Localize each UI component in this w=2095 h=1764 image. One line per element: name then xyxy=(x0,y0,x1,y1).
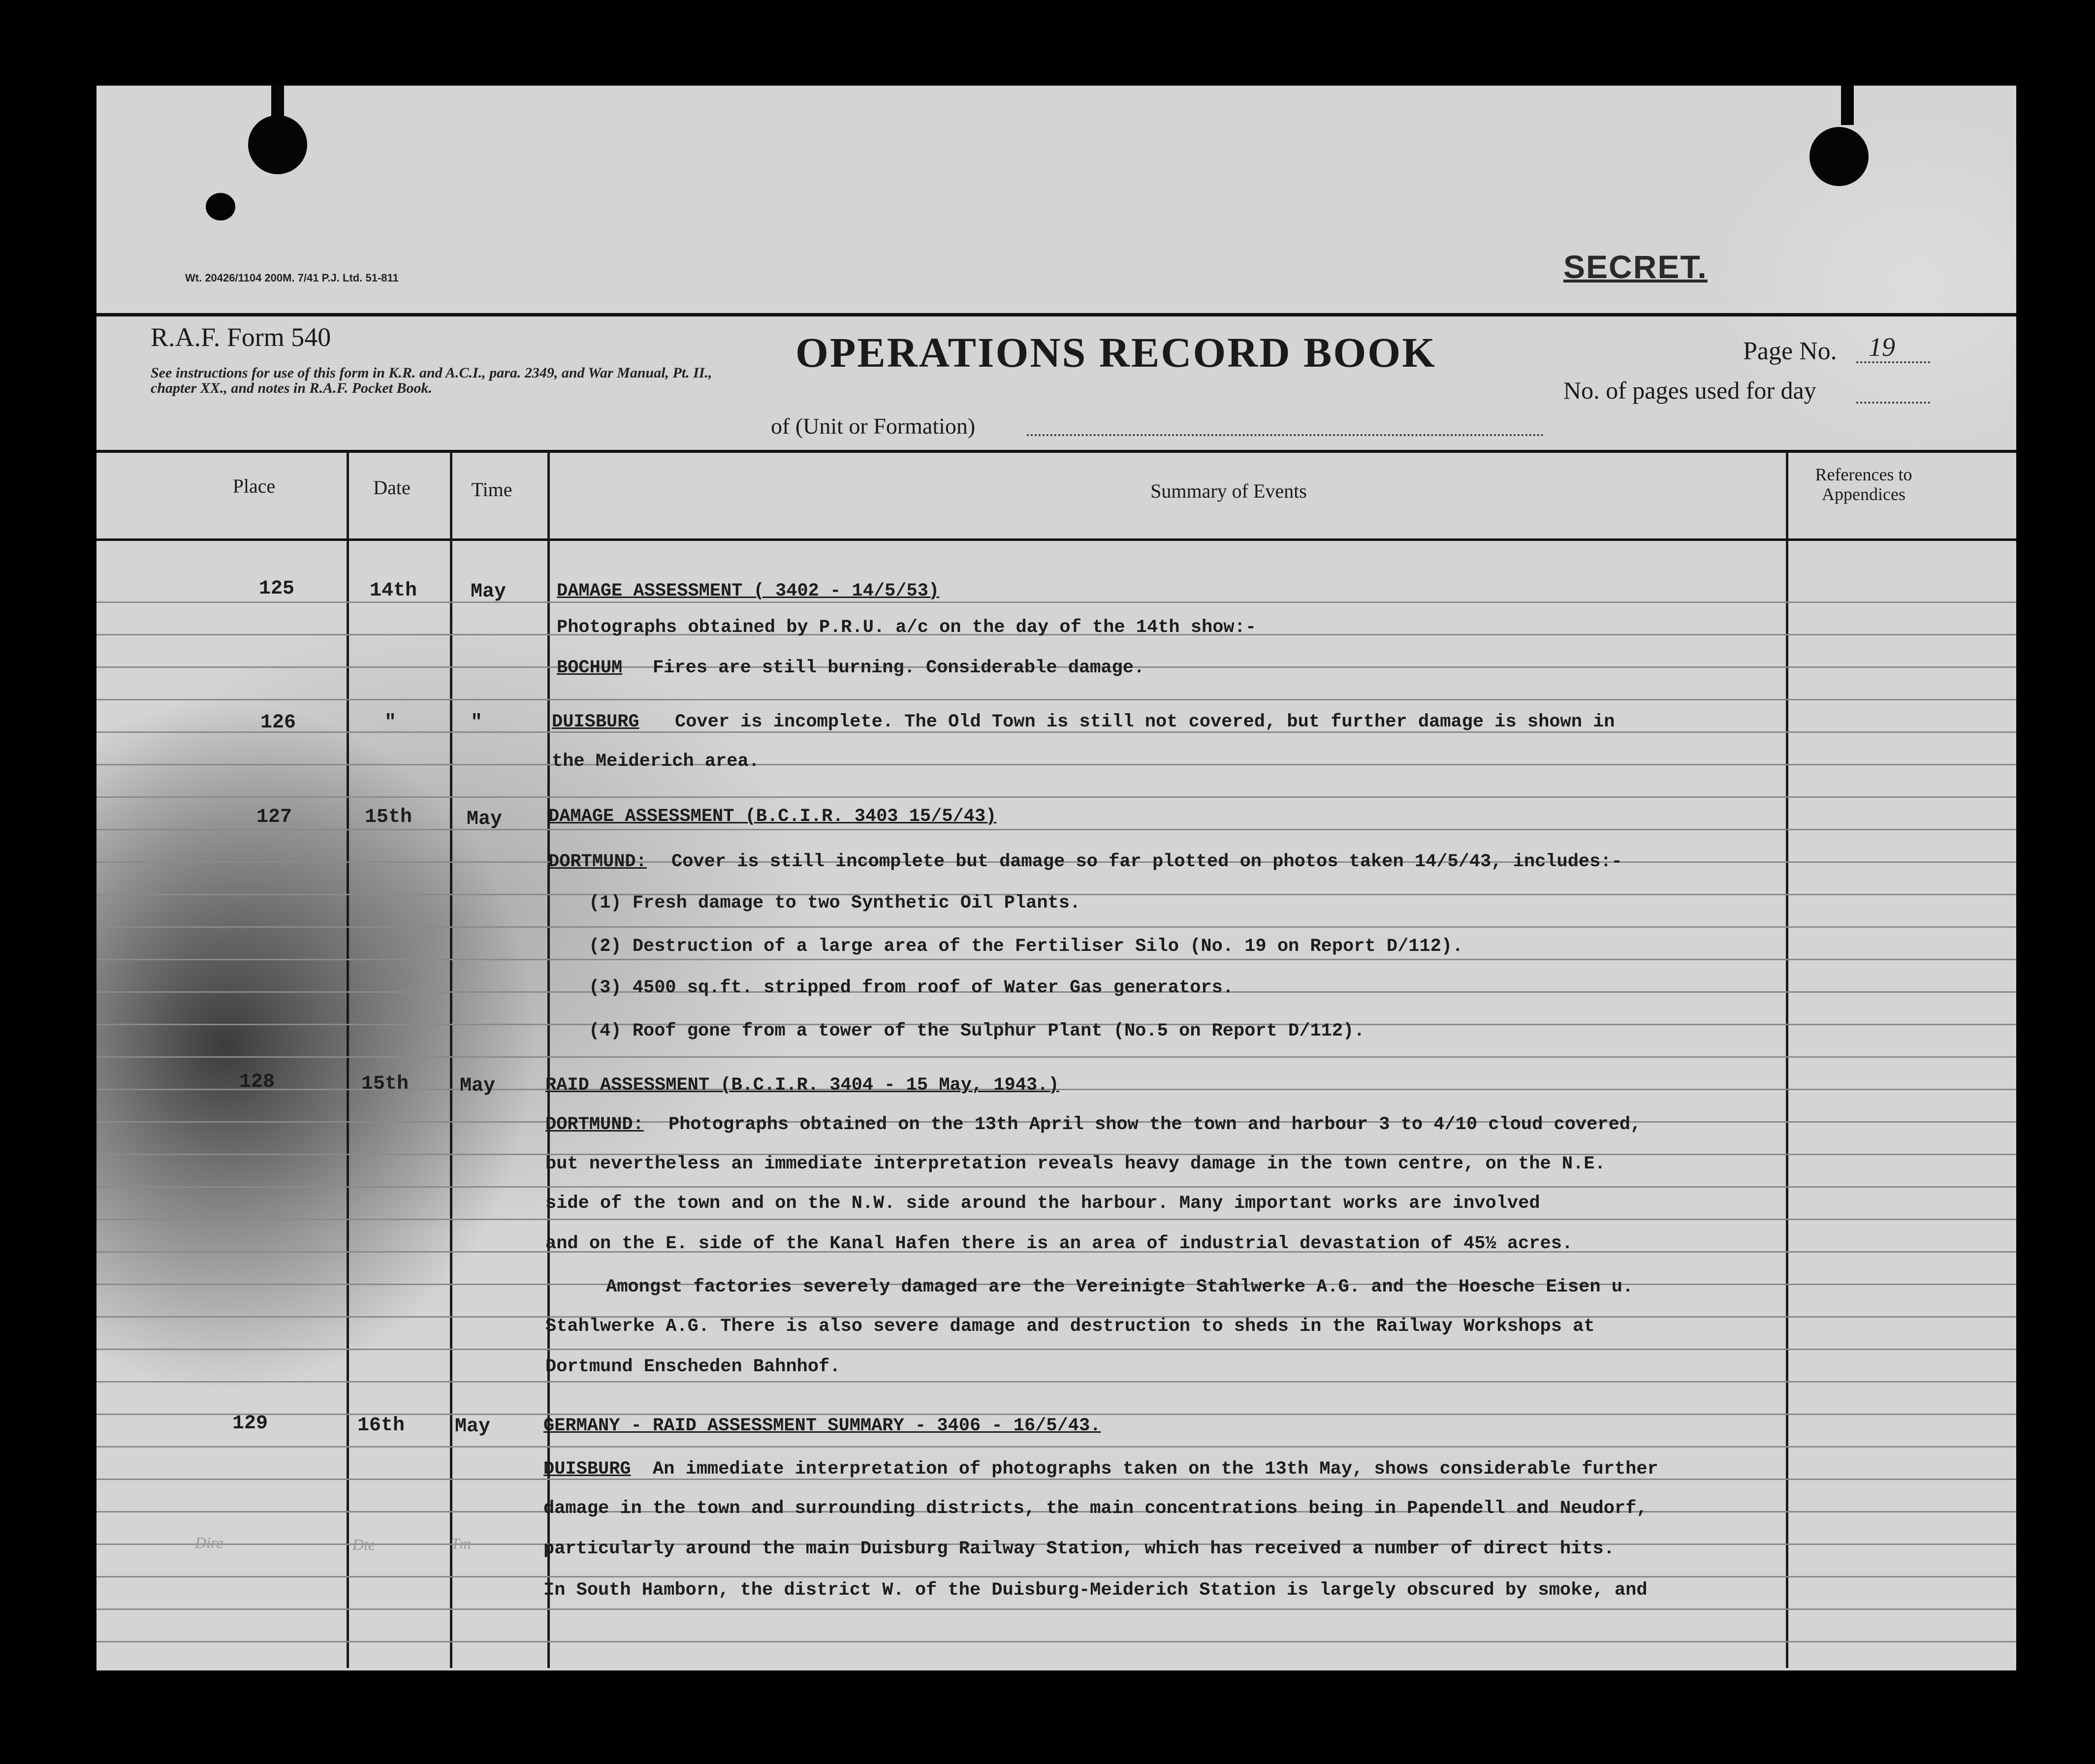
punch-hole-left xyxy=(248,115,307,174)
entry-place: 125 xyxy=(259,578,295,600)
entry-date: " xyxy=(384,712,397,734)
table-rule-header xyxy=(96,538,2016,541)
summary-line: the Meiderich area. xyxy=(552,751,760,772)
ruled-line xyxy=(96,959,2016,960)
page-number-dots xyxy=(1856,361,1930,363)
ruled-line xyxy=(96,699,2016,700)
summary-line: An immediate interpretation of photographs taken on the 13th May, shows considerable further xyxy=(653,1459,1658,1480)
ruled-line xyxy=(96,764,2016,765)
entry-place: 126 xyxy=(260,712,296,734)
summary-line: Fires are still burning. Considerable damage. xyxy=(653,658,1145,678)
summary-line: (2) Destruction of a large area of the Fertiliser Silo (No. 19 on Report D/112). xyxy=(589,936,1463,957)
unit-field-dots xyxy=(1027,434,1544,436)
summary-line: (1) Fresh damage to two Synthetic Oil Plants. xyxy=(589,893,1081,914)
summary-line: side of the town and on the N.W. side around the harbour. Many important works are involved xyxy=(545,1193,1540,1214)
ruled-line xyxy=(96,1186,2016,1188)
punch-hole-small xyxy=(206,193,235,220)
ruled-line xyxy=(96,1219,2016,1220)
pages-used-label: No. of pages used for day xyxy=(1563,377,1816,404)
ruled-line xyxy=(96,1608,2016,1610)
entry-time: May xyxy=(455,1416,491,1438)
summary-line: particularly around the main Duisburg Railway Station, which has received a number of direct hits. xyxy=(543,1539,1615,1559)
page-number-value: 19 xyxy=(1869,332,1895,362)
ruled-line xyxy=(96,1056,2016,1058)
ruled-line xyxy=(96,796,2016,798)
summary-line: but nevertheless an immediate interpretation reveals heavy damage in the town centre, on the N.E. xyxy=(545,1154,1606,1174)
entry-place: 128 xyxy=(239,1071,275,1093)
ruled-line xyxy=(96,1641,2016,1642)
summary-line: Amongst factories severely damaged are the Vereinigte Stahlwerke A.G. and the Hoesche Eisen u. xyxy=(606,1277,1634,1297)
faint-bleed-mark: Dire xyxy=(195,1534,223,1551)
place-label: DORTMUND: xyxy=(545,1114,644,1135)
place-label: DUISBURG xyxy=(552,712,639,732)
ruled-line xyxy=(96,1349,2016,1350)
summary-line: Dortmund Enscheden Bahnhof. xyxy=(545,1356,841,1377)
column-header-summary: Summary of Events xyxy=(1150,480,1307,502)
faint-bleed-mark: Tm xyxy=(451,1535,471,1552)
column-header-date: Date xyxy=(373,476,411,499)
unit-label: of (Unit or Formation) xyxy=(771,413,976,439)
place-label: BOCHUM xyxy=(557,658,623,678)
summary-line: Cover is incomplete. The Old Town is still not covered, but further damage is shown in xyxy=(675,712,1615,732)
summary-line: (3) 4500 sq.ft. stripped from roof of Water Gas generators. xyxy=(589,977,1234,998)
faint-bleed-mark: Dte xyxy=(352,1536,376,1553)
column-header-time: Time xyxy=(471,478,512,501)
summary-line: and on the E. side of the Kanal Hafen there is an area of industrial devastation of 45½ acres. xyxy=(545,1233,1573,1254)
ruled-line xyxy=(96,1381,2016,1383)
entry-time: May xyxy=(471,581,507,603)
punch-hole-right xyxy=(1809,127,1869,186)
place-label: DORTMUND: xyxy=(548,851,647,872)
table-rule-top xyxy=(96,450,2016,453)
column-header-place: Place xyxy=(232,475,276,497)
ruled-line xyxy=(96,1446,2016,1448)
summary-line: Stahlwerke A.G. There is also severe damage and destruction to sheds in the Railway Workshops at xyxy=(545,1316,1595,1337)
classification-stamp: SECRET. xyxy=(1563,249,1708,285)
binder-tab-right xyxy=(1841,86,1854,125)
summary-line: Photographs obtained on the 13th April show the town and harbour 3 to 4/10 cloud covered, xyxy=(668,1114,1642,1135)
page-title: OPERATIONS RECORD BOOK xyxy=(795,329,1436,376)
form-number: R.A.F. Form 540 xyxy=(151,322,331,352)
place-label: DUISBURG xyxy=(543,1459,631,1480)
summary-line: Photographs obtained by P.R.U. a/c on the day of the 14th show:- xyxy=(557,617,1257,638)
form-instructions: See instructions for use of this form in K.R. and A.C.I., para. 2349, and War Manual, Pt. II., chapter XX., and notes in R.A.F. Pocket Book. xyxy=(151,365,712,396)
entry-time: May xyxy=(460,1075,496,1097)
pages-used-dots xyxy=(1856,402,1930,404)
entry-heading: RAID ASSESSMENT (B.C.I.R. 3404 - 15 May, 1943.) xyxy=(545,1075,1059,1096)
entry-heading: DAMAGE ASSESSMENT (B.C.I.R. 3403 15/5/43) xyxy=(548,806,997,827)
entry-heading: DAMAGE ASSESSMENT ( 3402 - 14/5/53) xyxy=(557,581,940,601)
entry-date: 16th xyxy=(357,1415,405,1437)
summary-line: In South Hamborn, the district W. of the Duisburg-Meiderich Station is largely obscured by smoke, and xyxy=(543,1580,1648,1601)
entry-heading: GERMANY - RAID ASSESSMENT SUMMARY - 3406 - 16/5/43. xyxy=(543,1416,1101,1436)
entry-time: May xyxy=(467,808,503,830)
summary-line: damage in the town and surrounding districts, the main concentrations being in Papendell and Neudorf, xyxy=(543,1498,1648,1519)
ruled-line xyxy=(96,926,2016,928)
document-page xyxy=(96,86,2016,1670)
column-header-references: References to Appendices xyxy=(1815,465,1912,504)
summary-line: Cover is still incomplete but damage so far plotted on photos taken 14/5/43, includes:- xyxy=(671,851,1622,872)
entry-time: " xyxy=(471,712,483,734)
header-rule-top xyxy=(96,313,2016,316)
summary-line: (4) Roof gone from a tower of the Sulphur Plant (No.5 on Report D/112). xyxy=(589,1021,1365,1041)
ruled-line xyxy=(96,829,2016,830)
print-code: Wt. 20426/1104 200M. 7/41 P.J. Ltd. 51-811 xyxy=(185,272,399,284)
entry-date: 15th xyxy=(361,1073,409,1095)
entry-place: 127 xyxy=(256,806,292,828)
entry-date: 14th xyxy=(370,580,417,602)
entry-place: 129 xyxy=(232,1413,268,1435)
ruled-line xyxy=(96,1576,2016,1577)
page-number-label: Page No. xyxy=(1743,337,1837,365)
entry-date: 15th xyxy=(365,806,413,828)
